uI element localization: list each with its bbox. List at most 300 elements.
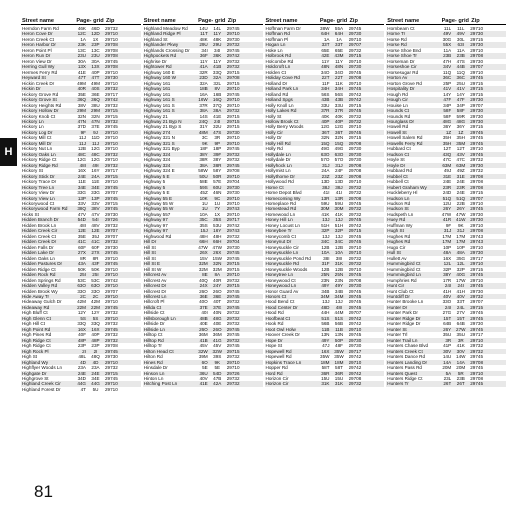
page-grid: 38A: [199, 162, 208, 168]
grid-alt: 48K: [213, 36, 222, 42]
street-name: Highway 324: [143, 157, 171, 163]
street-name: Highway 21: [143, 113, 168, 119]
zip-code: 29715: [226, 113, 240, 119]
zip-code: 29745: [105, 195, 118, 201]
grid-alt: 38A: [213, 108, 222, 114]
street-name: Horse Shoe Bnd: [387, 47, 421, 53]
zip-code: 29732: [348, 381, 362, 387]
street-name: Highlander Pkwy: [143, 42, 179, 48]
zip-code: 29715: [470, 36, 484, 42]
page-grid: 12T: [443, 146, 452, 152]
grid-alt: 13J: [335, 299, 343, 305]
zip-code: 29710: [226, 201, 240, 206]
street-name: Hillsborough Ln: [143, 315, 176, 321]
page-grid: 40F: [78, 332, 86, 338]
street-name: Highway 97: [143, 222, 168, 228]
zip-code: 29708: [105, 343, 118, 349]
zip-code: 29745: [470, 365, 484, 371]
grid-alt: 5S: [92, 315, 99, 321]
zip-code: 29730: [348, 343, 362, 349]
street-name: Holden Ct: [265, 69, 286, 75]
street-name: Hilltop Ct: [143, 332, 163, 338]
street-name: Hughes Rd: [387, 233, 411, 239]
zip-code: 29707: [105, 228, 118, 234]
zip-code: 29732: [348, 118, 362, 124]
grid-alt: 48F: [335, 343, 343, 349]
zip-code: 29715: [470, 91, 484, 97]
street-name: Hidden Brook Ln: [22, 222, 57, 228]
grid-alt: 51Q: [456, 195, 466, 201]
zip-code: 29730: [470, 31, 484, 37]
page-grid: 40V: [443, 293, 452, 299]
grid-alt: 16Y: [213, 228, 222, 234]
street-name: Hudson Rd: [387, 201, 411, 206]
grid-alt: 58Y: [213, 168, 222, 174]
street-name: Holland Park Ln: [265, 86, 299, 92]
zip-code: 29732: [470, 157, 484, 163]
street-name: Highway 97: [143, 217, 168, 223]
page-grid: 13D: [321, 179, 330, 185]
street-name: Hidden Creek Ct: [22, 233, 56, 239]
zip-code: 29732: [226, 337, 240, 343]
page-grid: 32P: [443, 266, 452, 272]
zip-code: 29710: [470, 244, 484, 250]
street-name: Holdcroft Ln: [265, 64, 291, 70]
page-grid: 32A: [199, 80, 208, 86]
page-grid: 41R: [442, 217, 452, 223]
street-name: Holly St: [265, 113, 282, 119]
street-name-header: Street name: [265, 18, 298, 24]
zip-code: 29732: [226, 299, 240, 305]
street-name: Hugo Cir: [387, 244, 406, 250]
zip-code: 29732: [226, 64, 240, 70]
page-grid: 34B: [321, 288, 330, 294]
page-grid: 14A: [443, 359, 452, 365]
grid-alt: 12E: [91, 228, 100, 234]
page-grid: 32N: [321, 135, 330, 141]
grid-alt: 36E: [91, 91, 100, 97]
grid-alt: 50K: [91, 266, 100, 272]
street-name: Home Ct: [265, 184, 284, 190]
grid-alt: 40P: [334, 118, 344, 124]
street-name: Hudspeth Ln: [387, 211, 414, 217]
street-name: Hughes Rd: [387, 239, 411, 245]
street-name: Hospitality Dr: [387, 86, 415, 92]
grid-alt: 9K: [214, 359, 221, 365]
grid-alt: 10A: [334, 250, 344, 256]
zip-code: 29732: [105, 222, 118, 228]
zip-code: 29710: [470, 222, 484, 228]
street-name: Honeysuckle Cir: [265, 244, 299, 250]
grid-alt: 35M: [456, 140, 466, 146]
zip-code: 29730: [470, 321, 484, 327]
grid-alt: 27W: [456, 326, 466, 332]
page-grid: 41I: [323, 190, 330, 196]
page-grid: 10A: [321, 250, 330, 256]
page-grid: 9K: [202, 140, 208, 146]
grid-alt: 12G: [91, 146, 100, 152]
grid-alt: 41K: [334, 211, 344, 217]
street-name: Hickorywood Farm Rd: [22, 206, 68, 212]
page-grid: 12B: [321, 266, 330, 272]
section-letter-tab: H: [0, 138, 17, 166]
street-name: Hopewell Rd: [265, 348, 292, 354]
page-grid: 36E: [199, 293, 208, 299]
street-name: Hunters Pass Rd: [387, 365, 422, 371]
page-grid: 56S: [321, 91, 330, 97]
street-name: Honeywood Ct: [265, 277, 296, 283]
grid-alt: 8R: [92, 255, 99, 261]
page-grid: 3C: [201, 135, 208, 141]
zip-code: 29710: [105, 146, 118, 152]
street-name: Hickory Oaks Ln: [22, 151, 56, 157]
zip-code: 29732: [348, 261, 362, 267]
zip-code: 29745: [348, 201, 362, 206]
page-grid: 12G: [320, 124, 330, 130]
street-name: Hickory Mill Dr: [22, 140, 52, 146]
street-name: Hickory Ridge Rd: [22, 162, 58, 168]
zip-code: 29732: [105, 321, 118, 327]
grid-alt: 2C: [92, 293, 99, 299]
street-name: Hidden Brook Wy: [22, 288, 58, 294]
zip-code: 29745: [348, 299, 362, 305]
grid-alt: 38J: [335, 184, 343, 190]
grid-alt: 12G: [334, 124, 344, 130]
grid-alt: 59R: [456, 113, 465, 119]
grid-alt: 17M: [456, 239, 466, 245]
page-grid: 35S: [199, 222, 208, 228]
street-name: Homecoming Wy: [265, 195, 301, 201]
street-name: Hollydale Ln: [265, 151, 291, 157]
page-grid: 40Q: [199, 277, 208, 283]
page-grid: 36Y: [443, 124, 452, 130]
grid-alt: 41H: [456, 288, 465, 294]
grid-alt: 43F: [91, 261, 100, 267]
zip-code: 29732: [226, 157, 240, 163]
grid-alt: 40P: [91, 69, 100, 75]
grid-alt: 35S: [213, 217, 222, 223]
page-grid: 40O: [199, 299, 208, 305]
grid-alt: 47T: [91, 75, 100, 81]
page-grid: 13C: [77, 47, 86, 53]
zip-code: 29710: [226, 31, 240, 37]
grid-alt: 34E: [91, 184, 100, 190]
grid-alt: 26O: [212, 288, 222, 294]
street-name: Hinson Ln: [143, 370, 165, 376]
street-name: Hill St E: [143, 261, 161, 267]
page-grid: 49V: [443, 31, 452, 37]
zip-code: 29742: [348, 222, 362, 228]
page-grid: 10K: [199, 195, 208, 201]
page-grid: 32M: [198, 261, 208, 267]
zip-code: 29708: [348, 376, 362, 381]
street-name: Hideaway Rd: [22, 304, 50, 310]
page-grid: 26O: [199, 288, 208, 294]
zip-code: 29710: [105, 283, 118, 289]
grid-alt: 11Y: [213, 31, 222, 37]
street-name: Hillside Ct: [143, 310, 165, 316]
street-name: Hickory St: [22, 168, 43, 174]
page-grid: 59U: [321, 201, 330, 206]
zip-code: 29745: [105, 326, 118, 332]
grid-alt: 38V: [91, 206, 100, 212]
grid-alt: 12G: [91, 157, 100, 163]
grid-alt: 1X: [214, 211, 221, 217]
zip-code: 29710: [226, 135, 240, 141]
grid-alt: 36E: [213, 293, 222, 299]
grid-alt: 41G: [212, 337, 222, 343]
street-name: Hoyle St: [387, 157, 405, 163]
zip-code: 29710: [105, 299, 118, 305]
page-grid: 53C: [77, 277, 86, 283]
zip-code: 29745: [105, 250, 118, 256]
street-name: Hillcrest Dr: [143, 283, 167, 289]
zip-code: 29745: [348, 217, 362, 223]
zip-code: 29743: [470, 233, 484, 239]
column-header: [21, 16, 141, 25]
page-grid: 14Y: [443, 91, 452, 97]
zip-code: 29732: [105, 337, 118, 343]
zip-code: 29710: [105, 69, 118, 75]
page-grid: 40K: [321, 113, 330, 119]
grid-alt: 33U: [334, 102, 344, 108]
page-grid: 24Q: [199, 118, 208, 124]
zip-code: 29708: [470, 359, 484, 365]
grid-alt: 33Q: [91, 321, 100, 327]
street-name: Hickory Nut Ln: [22, 146, 53, 152]
grid-alt: 24F: [335, 168, 343, 174]
street-name: Homeplace Rd: [265, 201, 296, 206]
grid-alt: 23B: [456, 376, 465, 381]
zip-code: 29710: [226, 359, 240, 365]
street-name: Hunter Brooke Ln: [387, 299, 424, 305]
zip-code: 29732: [105, 118, 118, 124]
zip-code: 29730: [226, 244, 240, 250]
grid-alt: 33V: [91, 201, 100, 206]
grid-alt: 32W: [212, 348, 222, 354]
street-name: Hunters Creek Ct: [387, 348, 423, 354]
page-grid: 64B: [443, 321, 452, 327]
grid-alt: 48Q: [91, 354, 100, 360]
street-name: Horse Rd: [387, 36, 407, 42]
zip-code: 29715: [470, 304, 484, 310]
zip-code: 29710: [348, 80, 362, 86]
street-name: High Bluff Ct: [22, 310, 48, 316]
grid-alt: 40T: [213, 299, 222, 305]
page-grid: 45V: [199, 343, 208, 349]
street-name: Honey Hill Ln: [265, 217, 293, 223]
zip-code: 29745: [226, 304, 240, 310]
street-name: Hidden Lake Dr: [22, 250, 54, 256]
street-name: Highway 97: [143, 228, 168, 234]
zip-code: 29708: [226, 168, 240, 174]
grid-alt: 32U: [213, 124, 222, 130]
page-grid: 11F: [321, 80, 330, 86]
street-name: Hidden Oaks Ln: [22, 255, 55, 261]
zip-code: 29745: [226, 162, 240, 168]
page-grid: 36R: [321, 370, 330, 376]
grid-alt: 47S: [456, 58, 465, 64]
page-grid: 40R: [77, 86, 86, 92]
street-name: Highway 321 S: [143, 140, 175, 146]
zip-code: 29707: [348, 310, 362, 316]
street-name: Highland Wy: [22, 359, 49, 365]
zip-code: 29710: [105, 386, 118, 392]
zip-code: 29708: [470, 376, 484, 381]
page-grid: 48L: [78, 354, 86, 360]
street-name: Hidden Rock Rd: [22, 272, 56, 278]
grid-alt: 15T: [456, 315, 465, 321]
zip-code: 29745: [470, 206, 484, 212]
page-grid: 14S: [199, 113, 208, 119]
grid-alt: 23R: [456, 184, 465, 190]
page-grid: 12G: [77, 157, 86, 163]
grid-alt: 11D: [91, 135, 100, 141]
grid-alt: 13D: [334, 179, 344, 185]
page-grid: 47J: [322, 343, 330, 349]
grid-alt: 32N: [213, 261, 222, 267]
page-grid: 11Y: [321, 58, 330, 64]
zip-code: 29730: [105, 75, 118, 81]
grid-alt: 49Y: [334, 283, 344, 289]
zip-code: 29710: [226, 140, 240, 146]
page-grid-header: Page- grid: [198, 18, 226, 24]
zip-code: 29704: [226, 239, 240, 245]
grid-alt: 1X: [92, 36, 99, 42]
zip-code: 29710: [226, 211, 240, 217]
street-name: Hightower Rd: [143, 64, 172, 70]
grid-alt: 32N: [91, 113, 100, 119]
zip-code: 29745: [105, 184, 118, 190]
index-rows: [265, 26, 385, 387]
page-grid: 29M: [77, 108, 86, 114]
grid-alt: 59U: [334, 201, 344, 206]
zip-code: 29715: [226, 69, 240, 75]
street-name: Horseshoe Cir: [387, 64, 417, 70]
page-grid: 14U: [442, 354, 452, 360]
page-grid: 50U: [199, 173, 208, 179]
street-name: Hitching Post Ln: [143, 381, 178, 387]
grid-alt: 16B: [213, 91, 222, 97]
grid-alt: 40N: [213, 310, 222, 316]
page-grid: 44H: [321, 310, 330, 316]
page-grid: 43A: [77, 261, 86, 267]
grid-alt: 41K: [456, 343, 465, 349]
page-grid: 12E: [77, 228, 86, 234]
grid-alt: 39S: [213, 354, 222, 360]
zip-code: 29732: [226, 376, 240, 381]
page-grid: 40V: [199, 376, 208, 381]
page-grid: 5E: [202, 365, 208, 371]
zip-code: 29745: [470, 354, 484, 360]
grid-alt: 58F: [456, 108, 465, 114]
zip-code: 29732: [105, 365, 118, 371]
page-grid: 36F: [199, 53, 208, 59]
page-grid: 24X: [199, 283, 208, 289]
grid-alt: 22B: [456, 201, 465, 206]
grid-alt: 41C: [91, 239, 100, 245]
page-grid: 11T: [200, 31, 208, 37]
zip-code: 29730: [105, 244, 118, 250]
grid-alt: 63O: [334, 151, 344, 157]
street-name: Hubert Graham Wy: [387, 184, 427, 190]
page-grid: 34V: [443, 64, 452, 70]
zip-code: 29732: [105, 151, 118, 157]
zip-code: 29745: [105, 58, 118, 64]
grid-alt: 53C: [91, 277, 100, 283]
index-column-3: [265, 16, 385, 392]
street-name: Hidden Valley Rd: [22, 283, 58, 289]
grid-alt: 23P: [91, 343, 100, 349]
street-name: Highway 55 W: [143, 201, 174, 206]
grid-alt: 49V: [456, 31, 465, 37]
street-name: Hunters Landing Dr: [387, 359, 428, 365]
page-grid: 17R: [442, 277, 452, 283]
grid-alt: 27X: [91, 250, 100, 256]
page-grid: 11A: [443, 47, 452, 53]
grid-alt: 1Z: [458, 129, 464, 135]
zip-code: 29732: [105, 332, 118, 338]
zip-code: 29710: [105, 36, 118, 42]
zip-code: 29732: [348, 255, 362, 261]
zip-code: 29707: [105, 190, 118, 196]
grid-alt: 32P: [334, 228, 344, 234]
zip-code: 29745: [348, 293, 362, 299]
page-grid: 1A: [323, 36, 330, 42]
page-grid: 48M: [198, 129, 208, 135]
grid-alt: 48C: [91, 151, 100, 157]
zip-code: 29710: [348, 179, 362, 185]
page-grid: 58W: [198, 168, 208, 174]
grid-alt: 24E: [456, 190, 465, 196]
page-grid: 32W: [198, 348, 208, 354]
page-grid: 37E: [199, 304, 208, 310]
page-grid: 37R: [199, 102, 208, 108]
grid-alt: 63M: [456, 162, 466, 168]
zip-code: 29710: [105, 179, 118, 185]
street-name: Hillside Ln: [143, 326, 165, 332]
grid-alt: 16Y: [91, 168, 100, 174]
street-name: Hunters Quest: [387, 370, 417, 376]
page-grid: 13P: [77, 195, 86, 201]
grid-alt: 36Y: [456, 124, 465, 130]
zip-code: 29745: [470, 151, 484, 157]
street-name: Highway 161: [143, 80, 171, 86]
zip-code: 29715: [470, 80, 484, 86]
street-name: Hudson Ln: [387, 195, 410, 201]
street-name: Homewood Ln: [265, 211, 296, 217]
street-name: Honeysuckle Ln: [265, 250, 299, 256]
page-grid: 51S: [321, 315, 330, 321]
street-name: Hunt Cir: [387, 283, 405, 289]
zip-code: 29732: [470, 168, 484, 174]
street-name: Holland Spgs: [265, 97, 293, 103]
street-name: Hidden Branch Dr: [22, 217, 59, 223]
page-grid: 44G: [77, 381, 86, 387]
page-grid: 35H: [442, 140, 452, 146]
grid-alt: 12T: [456, 146, 465, 152]
street-name: Honeynut Dr: [265, 239, 292, 245]
page-grid: 16W: [198, 97, 208, 103]
grid-alt: 58T: [335, 365, 343, 371]
page-grid: 34I: [201, 47, 208, 53]
zip-code: 29732: [105, 162, 118, 168]
page-grid: 23P: [77, 343, 86, 349]
grid-alt: 34O: [334, 69, 344, 75]
zip-code: 29715: [105, 201, 118, 206]
grid-alt: 26T: [456, 381, 465, 387]
street-name: Highway 324 E: [143, 168, 175, 174]
